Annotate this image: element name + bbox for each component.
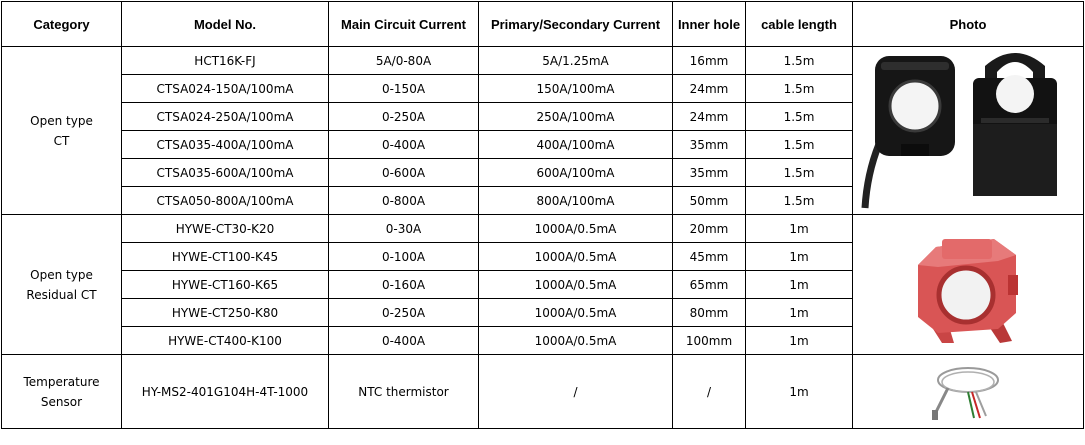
model-cell: CTSA024-150A/100mA bbox=[122, 75, 329, 103]
main-current-cell: 0-600A bbox=[329, 159, 479, 187]
header-cable-length: cable length bbox=[746, 2, 853, 47]
ratio-cell: 1000A/0.5mA bbox=[479, 299, 673, 327]
model-cell: HYWE-CT30-K20 bbox=[122, 215, 329, 243]
ratio-cell: 1000A/0.5mA bbox=[479, 243, 673, 271]
cable-length-cell: 1.5m bbox=[746, 103, 853, 131]
model-cell: HYWE-CT160-K65 bbox=[122, 271, 329, 299]
header-main-circuit-current: Main Circuit Current bbox=[329, 2, 479, 47]
main-current-cell: 0-150A bbox=[329, 75, 479, 103]
inner-hole-cell: 24mm bbox=[673, 103, 746, 131]
model-cell: HYWE-CT100-K45 bbox=[122, 243, 329, 271]
photo-cell bbox=[853, 355, 1084, 429]
cable-length-cell: 1.5m bbox=[746, 47, 853, 75]
cable-length-cell: 1m bbox=[746, 243, 853, 271]
cable-length-cell: 1m bbox=[746, 327, 853, 355]
model-cell: HCT16K-FJ bbox=[122, 47, 329, 75]
main-current-cell: 0-250A bbox=[329, 103, 479, 131]
ratio-cell: 600A/100mA bbox=[479, 159, 673, 187]
cable-length-cell: 1m bbox=[746, 215, 853, 243]
main-current-cell: 0-800A bbox=[329, 187, 479, 215]
header-inner-hole: Inner hole bbox=[673, 2, 746, 47]
cable-length-cell: 1.5m bbox=[746, 75, 853, 103]
main-current-cell: NTC thermistor bbox=[329, 355, 479, 429]
ratio-cell: 800A/100mA bbox=[479, 187, 673, 215]
inner-hole-cell: 100mm bbox=[673, 327, 746, 355]
model-cell: CTSA050-800A/100mA bbox=[122, 187, 329, 215]
category-cell: Temperature Sensor bbox=[2, 355, 122, 429]
inner-hole-cell: / bbox=[673, 355, 746, 429]
cable-length-cell: 1.5m bbox=[746, 187, 853, 215]
inner-hole-cell: 45mm bbox=[673, 243, 746, 271]
model-cell: CTSA024-250A/100mA bbox=[122, 103, 329, 131]
main-current-cell: 5A/0-80A bbox=[329, 47, 479, 75]
table-row bbox=[2, 215, 1084, 243]
model-cell: CTSA035-600A/100mA bbox=[122, 159, 329, 187]
main-current-cell: 0-400A bbox=[329, 327, 479, 355]
inner-hole-cell: 24mm bbox=[673, 75, 746, 103]
main-current-cell: 0-30A bbox=[329, 215, 479, 243]
cable-length-cell: 1.5m bbox=[746, 131, 853, 159]
main-current-cell: 0-250A bbox=[329, 299, 479, 327]
ratio-cell: 400A/100mA bbox=[479, 131, 673, 159]
inner-hole-cell: 80mm bbox=[673, 299, 746, 327]
category-cell: Open type CT bbox=[2, 47, 122, 215]
ratio-cell: 5A/1.25mA bbox=[479, 47, 673, 75]
cable-length-cell: 1m bbox=[746, 271, 853, 299]
ratio-cell: 1000A/0.5mA bbox=[479, 215, 673, 243]
inner-hole-cell: 16mm bbox=[673, 47, 746, 75]
main-current-cell: 0-100A bbox=[329, 243, 479, 271]
model-cell: HY-MS2-401G104H-4T-1000 bbox=[122, 355, 329, 429]
header-primary-secondary-current: Primary/Secondary Current bbox=[479, 2, 673, 47]
inner-hole-cell: 20mm bbox=[673, 215, 746, 243]
header-category: Category bbox=[2, 2, 122, 47]
split-core-ct-photo bbox=[861, 48, 1076, 213]
photo-cell bbox=[853, 215, 1084, 355]
residual-ct-photo bbox=[908, 225, 1028, 345]
header-photo: Photo bbox=[853, 2, 1084, 47]
category-cell: Open type Residual CT bbox=[2, 215, 122, 355]
model-cell: HYWE-CT250-K80 bbox=[122, 299, 329, 327]
ratio-cell: 1000A/0.5mA bbox=[479, 271, 673, 299]
cable-length-cell: 1.5m bbox=[746, 159, 853, 187]
inner-hole-cell: 65mm bbox=[673, 271, 746, 299]
inner-hole-cell: 35mm bbox=[673, 159, 746, 187]
spec-table bbox=[1, 1, 1084, 429]
ratio-cell: 1000A/0.5mA bbox=[479, 327, 673, 355]
ratio-cell: / bbox=[479, 355, 673, 429]
main-current-cell: 0-160A bbox=[329, 271, 479, 299]
inner-hole-cell: 35mm bbox=[673, 131, 746, 159]
ratio-cell: 150A/100mA bbox=[479, 75, 673, 103]
model-cell: HYWE-CT400-K100 bbox=[122, 327, 329, 355]
cable-length-cell: 1m bbox=[746, 299, 853, 327]
table-row bbox=[2, 355, 1084, 429]
header-row bbox=[2, 2, 1084, 47]
table-row bbox=[2, 47, 1084, 75]
header-model-no: Model No. bbox=[122, 2, 329, 47]
main-current-cell: 0-400A bbox=[329, 131, 479, 159]
inner-hole-cell: 50mm bbox=[673, 187, 746, 215]
cable-length-cell: 1m bbox=[746, 355, 853, 429]
temperature-probe-photo bbox=[928, 360, 1008, 424]
photo-cell bbox=[853, 47, 1084, 215]
ratio-cell: 250A/100mA bbox=[479, 103, 673, 131]
model-cell: CTSA035-400A/100mA bbox=[122, 131, 329, 159]
